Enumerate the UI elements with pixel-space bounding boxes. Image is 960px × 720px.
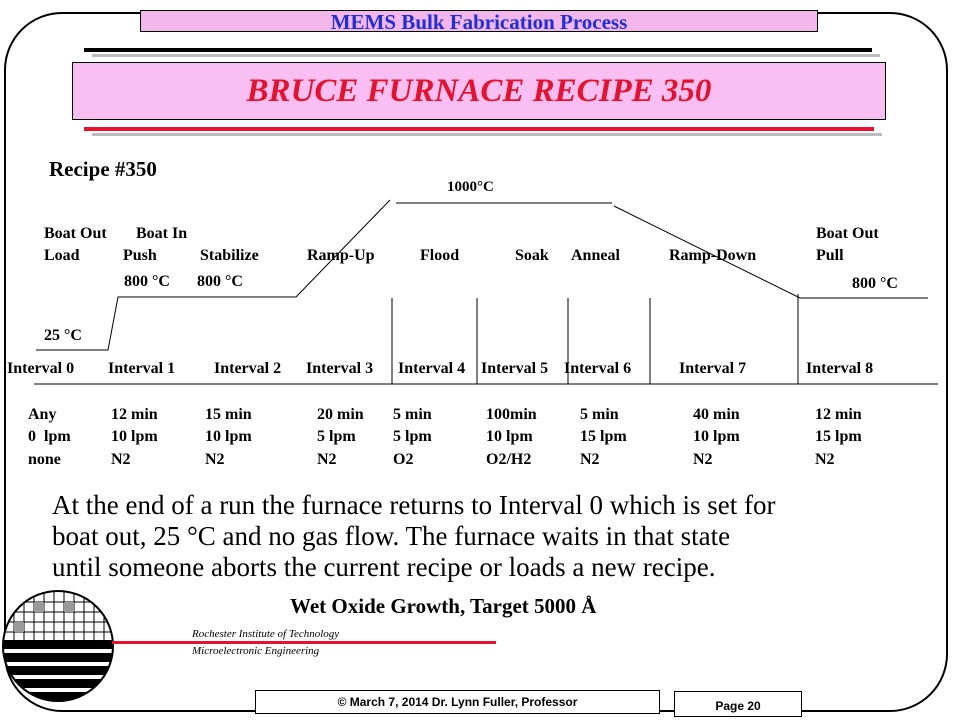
- process-subtitle: Wet Oxide Growth, Target 5000 Å: [290, 594, 597, 618]
- interval-gas-8: N2: [815, 451, 835, 468]
- step-load: Load: [44, 247, 80, 264]
- body-line-1: At the end of a run the furnace returns to Interval 0 which is set for: [52, 490, 776, 520]
- boat-out-left-label: Boat Out: [44, 225, 107, 242]
- interval-flow-5: 10 lpm: [486, 428, 533, 445]
- interval-time-2: 15 min: [205, 406, 252, 423]
- course-title-banner: MEMS Bulk Fabrication Process: [140, 10, 818, 32]
- step-anneal: Anneal: [571, 247, 620, 264]
- interval-time-1: 12 min: [111, 406, 158, 423]
- interval-name-5: Interval 5: [481, 360, 549, 377]
- interval-flow-3: 5 lpm: [317, 428, 356, 445]
- interval-time-5: 100min: [486, 406, 537, 423]
- interval-flow-0: 0 lpm: [28, 428, 71, 445]
- interval-gas-7: N2: [693, 451, 713, 468]
- interval-gas-5: O2/H2: [486, 451, 532, 468]
- interval-gas-1: N2: [111, 451, 131, 468]
- interval-time-0: Any: [28, 406, 57, 423]
- body-line-3: until someone aborts the current recipe or loads a new recipe.: [52, 552, 716, 582]
- interval-name-2: Interval 2: [214, 360, 282, 377]
- interval-name-6: Interval 6: [564, 360, 632, 377]
- interval-name-0: Interval 0: [7, 360, 75, 377]
- boat-in-label: Boat In: [136, 225, 188, 242]
- peak-temp-label: 1000°C: [447, 179, 494, 195]
- interval-name-7: Interval 7: [679, 360, 747, 377]
- interval-name-3: Interval 3: [306, 360, 374, 377]
- pull-temp-label: 800 °C: [852, 275, 898, 292]
- interval-time-4: 5 min: [393, 406, 432, 423]
- page-number-box: Page 20: [674, 691, 802, 717]
- interval-gas-0: none: [28, 451, 61, 468]
- step-ramp-down: Ramp-Down: [669, 247, 757, 264]
- interval-gas-2: N2: [205, 451, 225, 468]
- step-soak: Soak: [515, 247, 549, 264]
- interval-flow-4: 5 lpm: [393, 428, 432, 445]
- institute-name: Rochester Institute of Technology: [192, 628, 340, 640]
- interval-time-3: 20 min: [317, 406, 364, 423]
- interval-gas-3: N2: [317, 451, 337, 468]
- recipe-label: Recipe #350: [49, 157, 157, 181]
- stabilize-temp-label: 800 °C: [197, 273, 243, 290]
- step-stabilize: Stabilize: [200, 247, 259, 264]
- step-push: Push: [123, 247, 157, 264]
- step-ramp-up: Ramp-Up: [307, 247, 375, 264]
- interval-time-6: 5 min: [580, 406, 619, 423]
- department-name: Microelectronic Engineering: [192, 645, 320, 657]
- interval-name-1: Interval 1: [108, 360, 176, 377]
- interval-time-7: 40 min: [693, 406, 740, 423]
- slide-title: BRUCE FURNACE RECIPE 350: [72, 62, 886, 120]
- interval-gas-4: O2: [393, 451, 414, 468]
- footer-red-rule: [112, 641, 496, 644]
- interval-flow-1: 10 lpm: [111, 428, 158, 445]
- step-pull: Pull: [816, 247, 844, 264]
- boat-out-right-label: Boat Out: [816, 225, 879, 242]
- interval-flow-7: 10 lpm: [693, 428, 740, 445]
- low-temp-label: 25 °C: [44, 327, 82, 344]
- interval-time-8: 12 min: [815, 406, 862, 423]
- interval-flow-8: 15 lpm: [815, 428, 862, 445]
- interval-flow-6: 15 lpm: [580, 428, 627, 445]
- push-temp-label: 800 °C: [124, 273, 170, 290]
- interval-name-8: Interval 8: [806, 360, 874, 377]
- body-line-2: boat out, 25 °C and no gas flow. The furnace waits in that state: [52, 521, 731, 551]
- interval-gas-6: N2: [580, 451, 600, 468]
- step-flood: Flood: [420, 247, 460, 264]
- copyright-box: © March 7, 2014 Dr. Lynn Fuller, Professor: [255, 690, 660, 714]
- interval-flow-2: 10 lpm: [205, 428, 252, 445]
- interval-name-4: Interval 4: [398, 360, 466, 377]
